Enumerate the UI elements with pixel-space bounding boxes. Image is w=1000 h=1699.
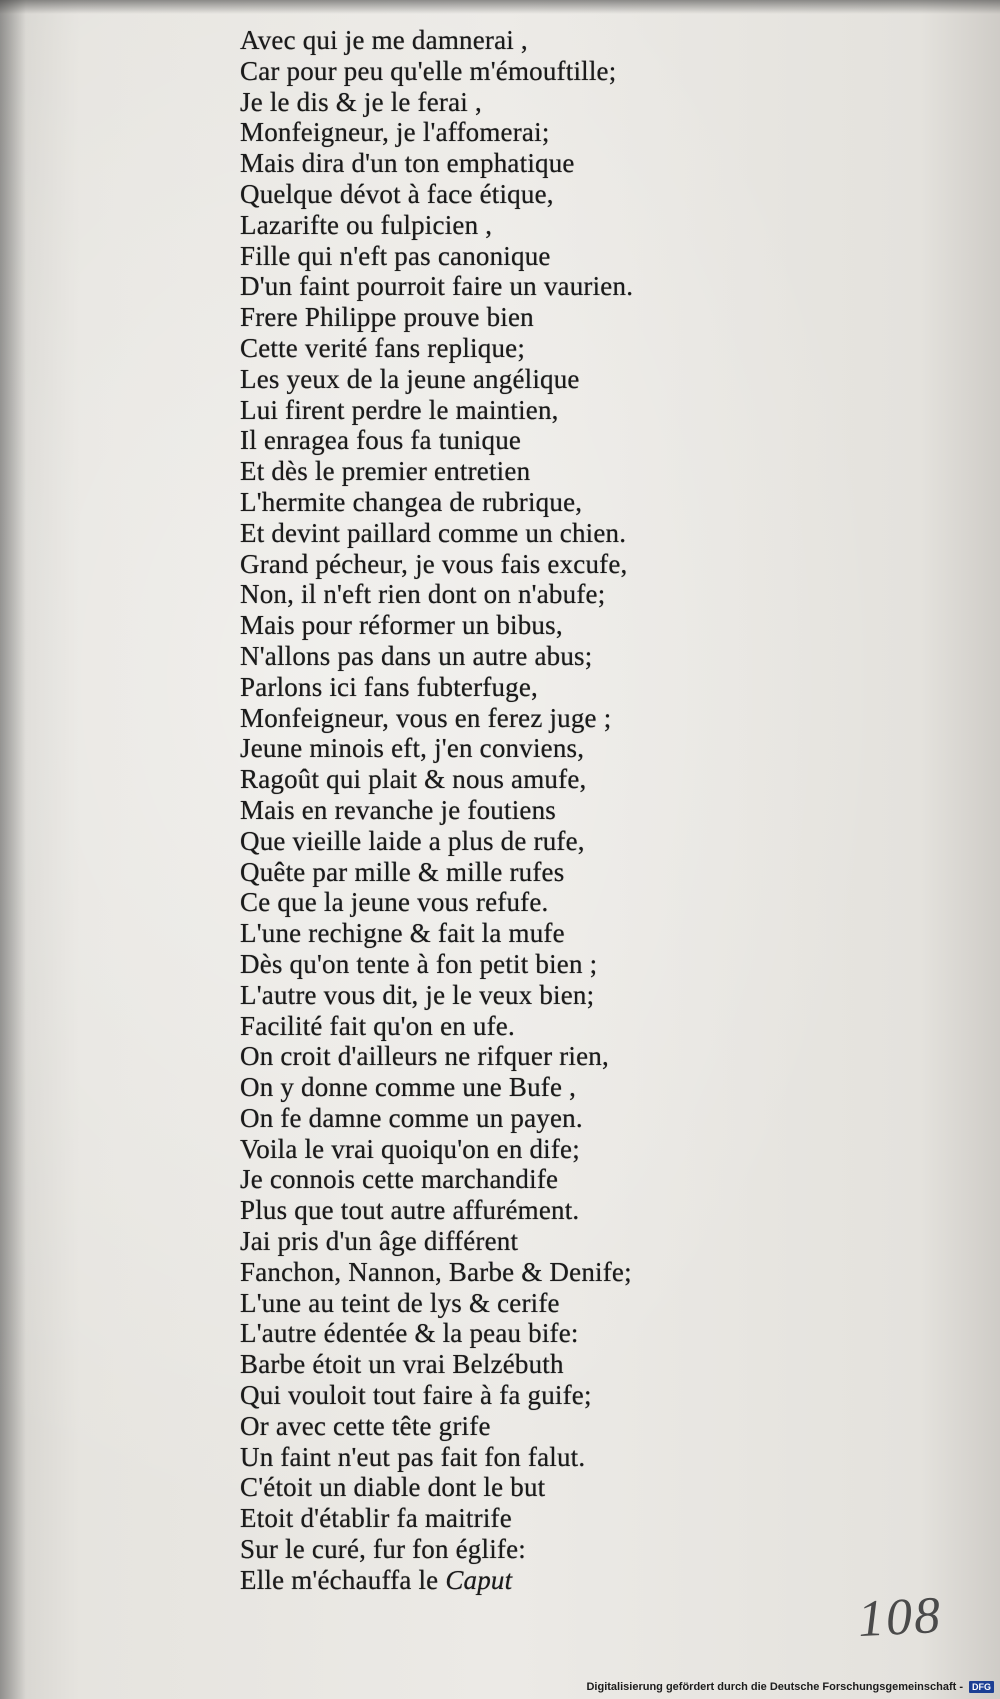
verse-line: L'hermite changea de rubrique, bbox=[240, 486, 583, 517]
verse-line: L'autre vous dit, je le veux bien; bbox=[240, 979, 595, 1010]
verse-line: Or avec cette tête grife bbox=[240, 1410, 491, 1441]
verse-line: L'une rechigne & fait la mufe bbox=[240, 918, 565, 949]
verse-line: Qui vouloit tout faire à fa guife; bbox=[240, 1380, 592, 1411]
poem-text-block bbox=[240, 25, 633, 1596]
credit-text: Digitalisierung gefördert durch die Deutsche Forschungsgemeinschaft - bbox=[586, 1681, 963, 1693]
verse-line: Ragoût qui plait & nous amufe, bbox=[240, 764, 587, 795]
verse-line: Facilité fait qu'on en ufe. bbox=[240, 1010, 515, 1041]
verse-line: Et devint paillard comme un chien. bbox=[240, 517, 627, 548]
verse-line: Il enragea fous fa tunique bbox=[240, 425, 522, 456]
verse-line: Sur le curé, fur fon églife: bbox=[240, 1534, 526, 1565]
verse-line: Jai pris d'un âge différent bbox=[240, 1226, 519, 1257]
verse-line: Jeune minois eft, j'en conviens, bbox=[240, 733, 585, 764]
verse-line-last bbox=[240, 1565, 633, 1596]
verse-line-last-italic: Caput bbox=[445, 1564, 513, 1595]
gutter-shadow bbox=[0, 0, 26, 1699]
verse-line: Mais dira d'un ton emphatique bbox=[240, 148, 575, 179]
verse-line: Plus que tout autre affurément. bbox=[240, 1195, 580, 1226]
verse-line: Frere Philippe prouve bien bbox=[240, 302, 534, 333]
verse-line: D'un faint pourroit faire un vaurien. bbox=[240, 271, 634, 302]
verse-line: Fille qui n'eft pas canonique bbox=[240, 240, 551, 271]
verse-line: Avec qui je me damnerai , bbox=[240, 25, 528, 55]
verse-line: Que vieille laide a plus de rufe, bbox=[240, 825, 585, 856]
verse-line: On y donne comme une Bufe , bbox=[240, 1072, 577, 1103]
verse-line: Lazarifte ou fulpicien , bbox=[240, 209, 493, 240]
verse-line: Grand pécheur, je vous fais excufe, bbox=[240, 548, 628, 579]
verse-line: On croit d'ailleurs ne rifquer rien, bbox=[240, 1041, 609, 1072]
verse-line: Ce que la jeune vous refufe. bbox=[240, 887, 549, 918]
digitization-credit bbox=[586, 1681, 994, 1693]
verse-line: Monfeigneur, vous en ferez juge ; bbox=[240, 702, 612, 733]
verse-line: Quête par mille & mille rufes bbox=[240, 856, 565, 887]
verse-line: Monfeigneur, je l'affomerai; bbox=[240, 117, 550, 148]
verse-line: Je le dis & je le ferai , bbox=[240, 86, 482, 117]
verse-line: On fe damne comme un payen. bbox=[240, 1102, 583, 1133]
verse-line: Cette verité fans replique; bbox=[240, 332, 526, 363]
verse-line: Un faint n'eut pas fait fon falut. bbox=[240, 1441, 586, 1472]
verse-line: C'étoit un diable dont le but bbox=[240, 1472, 546, 1503]
verse-line: Mais pour réformer un bibus, bbox=[240, 610, 563, 641]
verse-line: N'allons pas dans un autre abus; bbox=[240, 640, 593, 671]
verse-line: L'une au teint de lys & cerife bbox=[240, 1287, 560, 1318]
verse-line: Lui firent perdre le maintien, bbox=[240, 394, 559, 425]
verse-line: Parlons ici fans fubterfuge, bbox=[240, 671, 539, 702]
verse-line: Etoit d'établir fa maitrife bbox=[240, 1503, 512, 1534]
verse-line: Je connois cette marchandife bbox=[240, 1164, 559, 1195]
verse-line-last-roman: Elle m'échauffa le bbox=[240, 1564, 446, 1595]
verse-line: Mais en revanche je foutiens bbox=[240, 794, 556, 825]
verse-line: Barbe étoit un vrai Belzébuth bbox=[240, 1349, 564, 1380]
verse-line: Quelque dévot à face étique, bbox=[240, 178, 554, 209]
verse-line: L'autre édentée & la peau bife: bbox=[240, 1318, 579, 1349]
verse-line: Non, il n'eft rien dont on n'abufe; bbox=[240, 579, 606, 610]
verse-line: Et dès le premier entretien bbox=[240, 456, 531, 487]
verse-line: Voila le vrai quoiqu'on en dife; bbox=[240, 1133, 580, 1164]
verse-line: Fanchon, Nannon, Barbe & Denife; bbox=[240, 1256, 632, 1287]
verse-line: Les yeux de la jeune angélique bbox=[240, 363, 580, 394]
verse-line: Dès qu'on tente à fon petit bien ; bbox=[240, 948, 598, 979]
top-edge-shadow bbox=[0, 0, 1000, 14]
page-number: 108 bbox=[856, 1586, 944, 1649]
verse-line: Car pour peu qu'elle m'émouftille; bbox=[240, 55, 617, 86]
dfg-logo-icon: DFG bbox=[969, 1681, 994, 1693]
